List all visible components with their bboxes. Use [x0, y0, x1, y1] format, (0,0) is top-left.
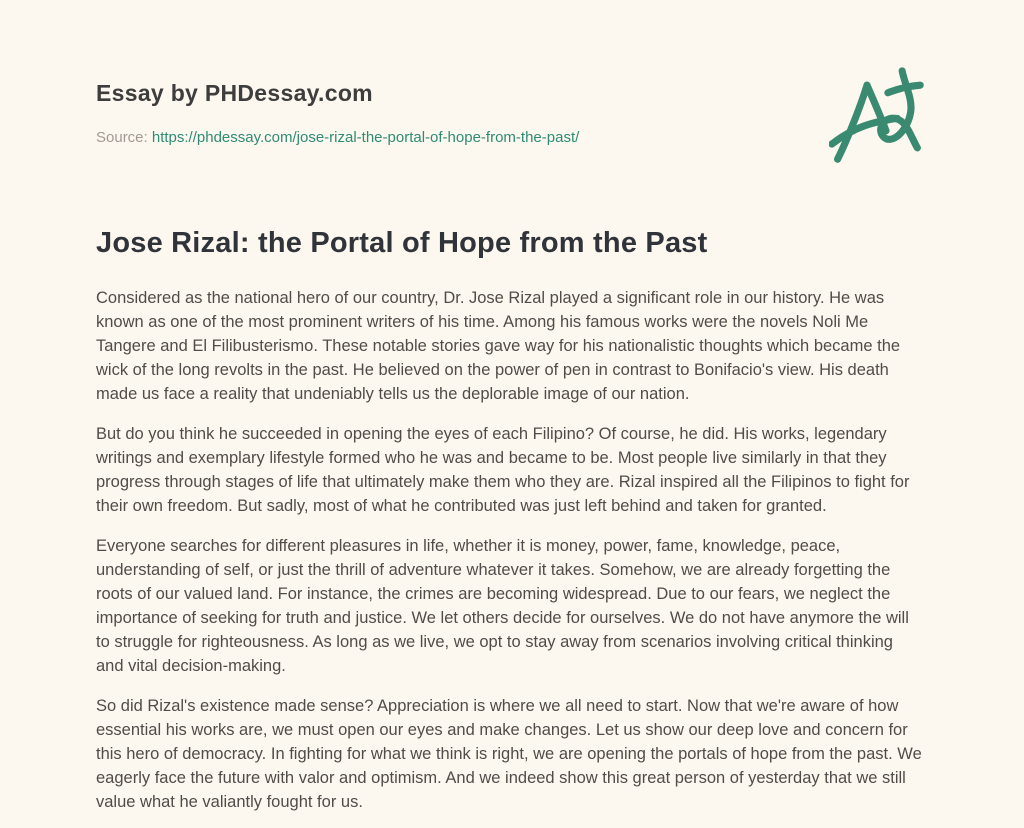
essay-paragraph: Considered as the national hero of our country, Dr. Jose Rizal played a significant role in our history. He was known as one of the most prominent writers of his time. Among his famous works were the novels Noli Me Tangere and El Filibusterismo. These notable stories gave way for his nationalistic thoughts which became the wick of the long revolts in the past. He believed on the power of pen in contrast to Bonifacio's view. His death made us face a reality that undeniably tells us the deplorable image of our nation.	[96, 289, 901, 403]
essay-paragraph: So did Rizal's existence made sense? Appreciation is where we all need to start. Now that we're aware of how essential his works are, we must open our eyes and make changes. Let us show our deep love and concern for this hero of democracy. In fighting for what we think is right, we are opening the portals of hope from the past. We eagerly face the future with valor and optimism. And we indeed show this great person of yesterday that we still value what he valiantly fought for us.	[96, 697, 922, 811]
header-text-block	[96, 64, 579, 146]
page-header	[96, 64, 924, 169]
source-label: Source:	[96, 129, 148, 146]
essay-title: Jose Rizal: the Portal of Hope from the Past	[96, 227, 708, 259]
source-url-link[interactable]: https://phdessay.com/jose-rizal-the-portal-of-hope-from-the-past/	[151, 129, 580, 146]
aplus-logo-icon	[829, 64, 924, 169]
essay-body	[96, 286, 924, 814]
byline: Essay by PHDessay.com	[96, 80, 373, 106]
source-line	[96, 129, 579, 146]
essay-paragraph: But do you think he succeeded in opening the eyes of each Filipino? Of course, he did. His works, legendary writings and exemplary lifestyle formed who he was and became to be. Most people live similarly in that they progress through stages of life that ultimately make them who they are. Rizal inspired all the Filipinos to fight for their own freedom. But sadly, most of what he contributed was just left behind and taken for granted.	[96, 425, 910, 515]
essay-paragraph: Everyone searches for different pleasures in life, whether it is money, power, fame, knowledge, peace, understanding of self, or just the thrill of adventure whatever it takes. Somehow, we are already forgetting the roots of our valued land. For instance, the crimes are becoming widespread. Due to our fears, we neglect the importance of seeking for truth and justice. We let others decide for ourselves. We do not have anymore the will to struggle for righteousness. As long as we live, we opt to stay away from scenarios involving critical thinking and vital decision-making.	[96, 537, 909, 675]
